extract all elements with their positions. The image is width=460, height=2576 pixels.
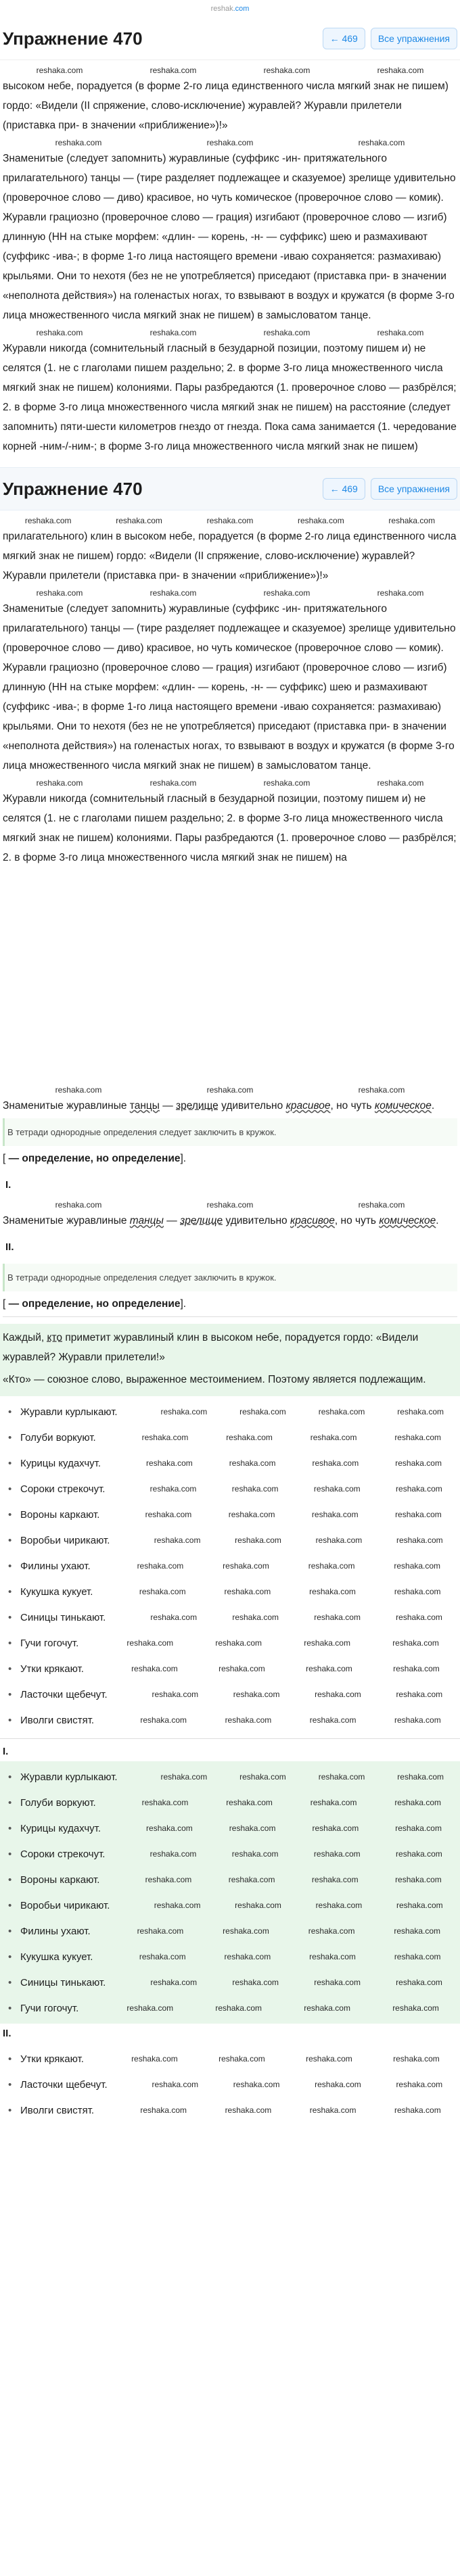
list-item-text: • Ласточки щебечут. [20, 1688, 108, 1700]
list-item [0, 1867, 460, 1892]
watermark-row: reshaka.com reshaka.com reshaka.com reshaka.com [145, 1510, 442, 1519]
parsed-sentence: Знаменитые журавлиные танцы — зрелище удивительно красивое, но чуть комическое. [3, 1215, 439, 1226]
page-title: Упражнение 470 [3, 28, 143, 49]
watermark-row: reshaka.com reshaka.com reshaka.com reshaka.com [154, 1901, 443, 1910]
bird-sounds-list-2 [0, 1761, 460, 2024]
paragraph: Журавли никогда (сомнительный гласный в безударной позиции, поэтому пишем и) не селятся (1. не с глаголами пишем раздельно; 2. в форме 3-го лица множественного числа мягкий знак не пишем) колониями. Пары разбредаются (1. проверочное слово — разбрёлся; 2. в форме 3-го лица множественного числа мягкий знак не пишем) на [3, 793, 457, 863]
watermark-row: reshaka.com reshaka.com reshaka.com reshaka.com [146, 1458, 442, 1468]
paragraph: высоком небе, порадуется (в форме 2-го лица единственного числа мягкий знак не пишем) гордо: «Видели (II спряжение, слово-исключение) журавлей? Журавли прилетели (приставка при- в значении «приближение»)!» [3, 80, 448, 131]
exercise-header-sticky [0, 467, 460, 510]
list-item-text: • Голуби воркуют. [20, 1431, 96, 1444]
roman-numeral: II. [5, 1241, 14, 1253]
watermark-row: reshaka.com reshaka.com reshaka.com reshaka.com [150, 1484, 442, 1494]
list-item [0, 1944, 460, 1970]
watermark-row: reshaka.com reshaka.com reshaka.com reshaka.com [146, 1823, 442, 1833]
paragraph: прилагательного) клин в высоком небе, порадуется (в форме 2-го лица единственного числа мягкий знак не пишем) гордо: «Видели (II спряжение, слово-исключение) журавлей? Журавли прилетели (приставка при- в значении «приближение»)!» [3, 531, 457, 581]
watermark-row: reshaka.com reshaka.com reshaka.com reshaka.com [141, 1798, 442, 1807]
all-exercises-button[interactable]: Все упражнения [371, 28, 457, 49]
list-item-text: • Иволги свистят. [20, 2104, 95, 2116]
watermark-row: reshaka.com reshaka.com reshaka.com reshaka.com [139, 1952, 441, 1961]
list-item [0, 1681, 460, 1707]
all-exercises-button[interactable]: Все упражнения [371, 478, 457, 500]
list-item [0, 1790, 460, 1815]
list-item [0, 1553, 460, 1579]
watermark-row: reshaka.com reshaka.com reshaka.com reshaka.com [131, 1664, 440, 1673]
watermark-row: reshaka.com reshaka.com reshaka.com reshaka.com [150, 1613, 442, 1622]
list-item [0, 2097, 460, 2123]
watermark-row: reshaka.com reshaka.com reshaka.com reshaka.com [127, 2003, 439, 2013]
watermark-row: reshaka.com reshaka.com reshaka.com reshaka.com [160, 1407, 444, 1416]
watermark-row: reshaka.com reshaka.com reshaka.com reshaka.com [127, 1638, 439, 1648]
watermark-row: reshaka.com reshaka.com reshaka.com reshaka.com [150, 1849, 442, 1859]
kto-analysis [0, 1324, 460, 1396]
list-item [0, 1630, 460, 1656]
list-item [0, 1815, 460, 1841]
list-item-text: • Голуби воркуют. [20, 1796, 96, 1809]
list-item [0, 1841, 460, 1867]
list-item [0, 2072, 460, 2097]
parsed-sentence: Знаменитые журавлиные танцы — зрелище удивительно красивое, но чуть комическое. [3, 1100, 435, 1112]
watermark-row: reshaka.com reshaka.com reshaka.com reshaka.com [154, 1535, 443, 1545]
site-logo[interactable]: reshak.com [210, 5, 250, 13]
kto-sentence: Каждый, кто приметит журавлиный клин в высоком небе, порадуется гордо: «Видели журавлей? Журавли прилетели!» [3, 1332, 419, 1363]
roman-numeral: I. [3, 1746, 9, 1757]
list-item [0, 1970, 460, 1995]
list-item-text: • Гучи гогочут. [20, 1637, 79, 1649]
list-item-text: • Вороны каркают. [20, 1874, 100, 1886]
list-item [0, 2046, 460, 2072]
list-item-text: • Курицы кудахчут. [20, 1457, 101, 1469]
prev-exercise-button[interactable]: ← 469 [323, 478, 365, 500]
list-item-text: • Утки крякают. [20, 1663, 84, 1675]
list-item [0, 1995, 460, 2021]
list-item [0, 1399, 460, 1425]
list-item-text: • Ласточки щебечут. [20, 2078, 108, 2091]
watermark-row: reshaka.com reshaka.com reshaka.com reshaka.com [137, 1926, 441, 1936]
parsing-section: reshaka.com reshaka.com reshaka.com Знаменитые журавлиные танцы — зрелище удивительно красивое, но чуть комическое. В тетради однородные определения следует заключить в кружок. [ — определение, но определение]. I. reshaka.com reshaka.com reshaka.com Знаменитые журавлиные танцы — зрелище удивительно красивое, но чуть комическое. II. В тетради однородные определения следует заключить в кружок. [ — определение, но определение]. [0, 1080, 460, 1324]
bird-sounds-list-1 [0, 1396, 460, 1736]
kto-explanation: «Кто» — союзное слово, выраженное местоимением. Поэтому является подлежащим. [3, 1374, 426, 1385]
list-item [0, 1425, 460, 1450]
scheme-formula: [ — определение, но определение]. [3, 1298, 187, 1310]
watermark-row: reshaka.com reshaka.com reshaka.com reshaka.com [140, 1715, 441, 1725]
roman-numeral: II. [3, 2028, 12, 2039]
list-item-text: • Филины ухают. [20, 1925, 91, 1937]
list-item-text: • Журавли курлыкают. [20, 1406, 118, 1418]
list-item-text: • Кукушка кукует. [20, 1585, 93, 1598]
watermark-row: reshaka.com reshaka.com reshaka.com reshaka.com [139, 1587, 441, 1596]
list-item [0, 1476, 460, 1502]
list-item-text: • Кукушка кукует. [20, 1951, 93, 1963]
list-item-text: • Утки крякают. [20, 2053, 84, 2065]
list-item-text: • Синицы тинькают. [20, 1611, 106, 1623]
list-item [0, 1918, 460, 1944]
watermark-row: reshaka.com reshaka.com reshaka.com reshaka.com [152, 2080, 443, 2089]
list-item [0, 1604, 460, 1630]
list-item [0, 1656, 460, 1681]
list-item-text: • Филины ухают. [20, 1560, 91, 1572]
paragraph: Знаменитые (следует запомнить) журавлиные (суффикс -ин- притяжательного прилагательного) танцы — (тире разделяет подлежащее и сказуемое) зрелище удивительно (проверочное слово — диво) красивое, но чуть комическое (проверочное слово — комик). Журавли грациозно (проверочное слово — грация) изгибают (проверочное слово — изгиб) длинную (НН на стыке морфем: «длин- — корень, -н- — суффикс) шею и размахивают (суффикс -ива-; в форме 1-го лица настоящего времени -иваю сохраняется: размахиваю) крыльями. Они то нехотя (без не не употребляется) приседают (приставка при- в значении «неполнота действия») на голенастых ногах, то взвывают в воздух и кружатся (в форме 3-го лица множественного числа мягкий знак не пишем) в замысловатом танце. [3, 603, 456, 771]
site-topbar [0, 0, 460, 18]
paragraph: Журавли никогда (сомнительный гласный в безударной позиции, поэтому пишем и) не селятся (1. не с глаголами пишем раздельно; 2. в форме 3-го лица множественного числа мягкий знак не пишем) колониями. Пары разбредаются (1. проверочное слово — разбрёлся; 2. в форме 3-го лица множественного числа мягкий знак не пишем) на расстояние (следует запомнить) пяти-шести километров гнездо от гнезда. Пока сама занимается (1. чередование корней -ним-/-ним-; в форме 3-го лица множественного числа мягкий знак не пишем) [3, 343, 457, 452]
watermark-row: reshaka.com reshaka.com reshaka.com reshaka.com [141, 1433, 442, 1442]
list-item-text: • Гучи гогочут. [20, 2002, 79, 2014]
answer-block-1: reshaka.com reshaka.com reshaka.com reshaka.com высоком небе, порадуется (в форме 2-го лица единственного числа мягкий знак не пишем) гордо: «Видели (II спряжение, слово-исключение) журавлей? Журавли прилетели (приставка при- в значении «приближение»)!» reshaka.com reshaka.com reshaka.com Знаменитые (следует запомнить) журавлиные (суффикс -ин- притяжательного прилагательного) танцы — (тире разделяет подлежащее и сказуемое) зрелище удивительно (проверочное слово — диво) красивое, но чуть комическое (проверочное слово — комик). Журавли грациозно (проверочное слово — грация) изгибают (проверочное слово — изгиб) длинную (НН на стыке морфем: «длин- — корень, -н- — суффикс) шею и размахивают (суффикс -ива-; в форме 1-го лица настоящего времени -иваю сохраняется: размахиваю) крыльями. Они то нехотя (без не не употребляется) приседают (приставка при- в значении «неполнота действия») на голенастых ногах, то взвывают в воздух и кружатся (в форме 3-го лица множественного числа мягкий знак не пишем) в замысловатом танце. reshaka.com reshaka.com reshaka.com reshaka.com Журавли никогда (сомнительный гласный в безударной позиции, поэтому пишем и) не селятся (1. не с глаголами пишем раздельно; 2. в форме 3-го лица множественного числа мягкий знак не пишем) колониями. Пары разбредаются (1. проверочное слово — разбрёлся; 2. в форме 3-го лица множественного числа мягкий знак не пишем) на расстояние (следует запомнить) пяти-шести километров гнездо от гнезда. Пока сама занимается (1. чередование корней -ним-/-ним-; в форме 3-го лица множественного числа мягкий знак не пишем) [0, 60, 460, 467]
list-item-text: • Курицы кудахчут. [20, 1822, 101, 1834]
watermark-row: reshaka.com reshaka.com reshaka.com reshaka.com [150, 1978, 442, 1987]
watermark-row: reshaka.com reshaka.com reshaka.com reshaka.com [145, 1875, 442, 1884]
watermark-row: reshaka.com reshaka.com reshaka.com reshaka.com [152, 1690, 443, 1699]
exercise-header [0, 18, 460, 60]
note: В тетради однородные определения следует заключить в кружок. [3, 1118, 457, 1146]
list-item-text: • Сороки стрекочут. [20, 1848, 106, 1860]
watermark-row: reshaka.com reshaka.com reshaka.com reshaka.com [140, 2105, 441, 2115]
divider [3, 1316, 457, 1317]
list-item-text: • Воробьи чирикают. [20, 1899, 110, 1911]
divider [0, 1738, 460, 1739]
list-item [0, 1764, 460, 1790]
paragraph: Знаменитые (следует запомнить) журавлиные (суффикс -ин- притяжательного прилагательного) танцы — (тире разделяет подлежащее и сказуемое) зрелище удивительно (проверочное слово — диво) красивое, но чуть комическое (проверочное слово — комик). Журавли грациозно (проверочное слово — грация) изгибают (проверочное слово — изгиб) длинную (НН на стыке морфем: «длин- — корень, -н- — суффикс) шею и размахивают (суффикс -ива-; в форме 1-го лица настоящего времени -иваю сохраняется: размахиваю) крыльями. Они то нехотя (без не не употребляется) приседают (приставка при- в значении «неполнота действия») на голенастых ногах, то взвывают в воздух и кружатся (в форме 3-го лица множественного числа мягкий знак не пишем) в замысловатом танце. [3, 153, 456, 321]
list-item-text: • Журавли курлыкают. [20, 1771, 118, 1783]
list-item [0, 1502, 460, 1527]
note: В тетради однородные определения следует заключить в кружок. [3, 1264, 457, 1291]
bird-sounds-list-3 [0, 2043, 460, 2126]
list-item-text: • Воробьи чирикают. [20, 1534, 110, 1546]
list-item-text: • Иволги свистят. [20, 1714, 95, 1726]
watermark-row: reshaka.com reshaka.com reshaka.com reshaka.com [131, 2054, 440, 2064]
list-item [0, 1707, 460, 1733]
page-title: Упражнение 470 [3, 478, 143, 499]
prev-exercise-button[interactable]: ← 469 [323, 28, 365, 49]
list-item-text: • Сороки стрекочут. [20, 1483, 106, 1495]
watermark-row: reshaka.com reshaka.com reshaka.com reshaka.com [137, 1561, 441, 1571]
roman-numeral: I. [5, 1179, 12, 1191]
answer-block-2: reshaka.com reshaka.com reshaka.com reshaka.com reshaka.com прилагательного) клин в высоком небе, порадуется (в форме 2-го лица единственного числа мягкий знак не пишем) гордо: «Видели (II спряжение, слово-исключение) журавлей? Журавли прилетели (приставка при- в значении «приближение»)!» reshaka.com reshaka.com reshaka.com reshaka.com Знаменитые (следует запомнить) журавлиные (суффикс -ин- притяжательного прилагательного) танцы — (тире разделяет подлежащее и сказуемое) зрелище удивительно (проверочное слово — диво) красивое, но чуть комическое (проверочное слово — комик). Журавли грациозно (проверочное слово — грация) изгибают (проверочное слово — изгиб) длинную (НН на стыке морфем: «длин- — корень, -н- — суффикс) шею и размахивают (суффикс -ива-; в форме 1-го лица настоящего времени -иваю сохраняется: размахиваю) крыльями. Они то нехотя (без не не употребляется) приседают (приставка при- в значении «неполнота действия») на голенастых ногах, то взвывают в воздух и кружатся (в форме 3-го лица множественного числа мягкий знак не пишем) в замысловатом танце. reshaka.com reshaka.com reshaka.com reshaka.com Журавли никогда (сомнительный гласный в безударной позиции, поэтому пишем и) не селятся (1. не с глаголами пишем раздельно; 2. в форме 3-го лица множественного числа мягкий знак не пишем) колониями. Пары разбредаются (1. проверочное слово — разбрёлся; 2. в форме 3-го лица множественного числа мягкий знак не пишем) на [0, 510, 460, 1080]
list-item [0, 1450, 460, 1476]
list-item [0, 1527, 460, 1553]
list-item [0, 1892, 460, 1918]
list-item-text: • Вороны каркают. [20, 1508, 100, 1521]
scheme-formula: [ — определение, но определение]. [3, 1153, 187, 1164]
watermark-row: reshaka.com reshaka.com reshaka.com reshaka.com [160, 1772, 444, 1782]
list-item [0, 1579, 460, 1604]
list-item-text: • Синицы тинькают. [20, 1976, 106, 1988]
